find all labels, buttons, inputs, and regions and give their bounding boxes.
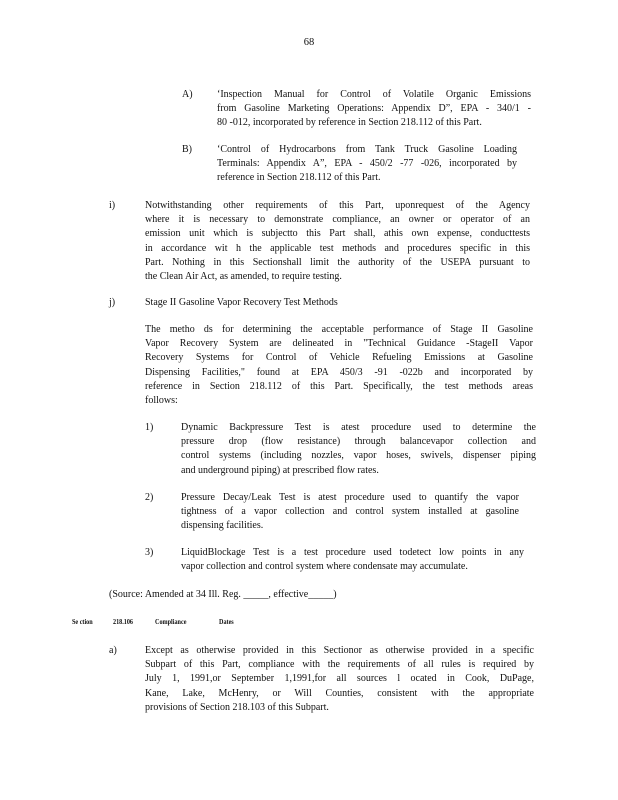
incorporation-b-line: ‘Control of Hydrocarbons from Tank Truck Gasoline Loading [217, 144, 517, 155]
method-3-line: LiquidBlockage Test is a test procedure used todetect low points in any [181, 547, 524, 558]
paragraph-a-line: July 1, 1991,or September 1,1991,for all sources l ocated in Cook, DuPage, [145, 673, 534, 685]
paragraph-j-line: The metho ds for determining the acceptable performance of Stage II Gasoline [145, 324, 533, 335]
item-label-b: B) [182, 144, 192, 155]
incorporation-a-line: 80 -012, incorporated by reference in Section 218.112 of this Part. [217, 117, 482, 129]
paragraph-label-j: j) [109, 297, 116, 308]
paragraph-j-line: Recovery Systems for Control of Vehicle Refueling Emissions at Gasoline [145, 352, 533, 364]
paragraph-i-line: emission unit which is subjectto this Part shall, athis own expense, conducttests [145, 228, 530, 240]
method-2-line: tightness of a vapor collection and control system installed at gasoline [181, 506, 519, 518]
paragraph-i-line: Part. Nothing in this Sectionshall limit the authority of the USEPA pursuant to [145, 256, 530, 268]
section-title-word-1: Compliance [155, 617, 187, 626]
method-2 [181, 491, 519, 534]
paragraph-label-i: i) [109, 200, 116, 211]
method-3 [181, 546, 524, 574]
method-1-line: pressure drop (flow resistance) through balancevapor collection and [181, 436, 536, 448]
section-prefix: Se ction [72, 617, 93, 626]
paragraph-a-line: Except as otherwise provided in this Sectionor as otherwise provided in a specific [145, 645, 534, 656]
paragraph-j-line: Vapor Recovery System are delineated in "Technical Guidance -StageII Vapor [145, 338, 533, 350]
incorporation-a-line: from Gasoline Marketing Operations: Appendix D”, EPA - 340/1 - [217, 103, 531, 115]
paragraph-j-line: Dispensing Facilities," found at EPA 450/3 -91 -022b and incorporated by [145, 366, 533, 378]
incorporation-b [217, 143, 517, 186]
paragraph-a [145, 644, 534, 715]
method-1 [181, 421, 536, 478]
method-2-line: Pressure Decay/Leak Test is atest procedure used to quantify the vapor [181, 492, 519, 503]
incorporation-b-line: Terminals: Appendix A”, EPA - 450/2 -77 -026, incorporated by [217, 158, 517, 170]
section-number: 218.106 [113, 617, 133, 626]
paragraph-a-line: Subpart of this Part, compliance with the requirements of all rules is required by [145, 659, 534, 671]
method-label-2: 2) [145, 492, 154, 503]
incorporation-a [217, 88, 531, 131]
source-note: (Source: Amended at 34 Ill. Reg. _____, effective_____) [109, 589, 337, 600]
page-number: 68 [303, 37, 315, 48]
paragraph-i-line: Notwithstanding other requirements of this Part, uponrequest of the Agency [145, 200, 530, 211]
method-2-line: dispensing facilities. [181, 520, 264, 532]
method-1-line: control systems (including nozzles, vapor hoses, swivels, dispenser piping [181, 450, 536, 462]
paragraph-j-line: follows: [145, 395, 178, 407]
method-3-line: vapor collection and control system where condensate may accumulate. [181, 561, 468, 573]
paragraph-i [145, 199, 530, 284]
paragraph-i-line: in accordance wit h the applicable test methods and procedures specific in this [145, 242, 530, 254]
incorporation-b-line: reference in Section 218.112 of this Part. [217, 172, 381, 184]
method-label-1: 1) [145, 422, 154, 433]
paragraph-j-intro [145, 323, 533, 408]
section-title-word-2: Dates [219, 617, 234, 626]
paragraph-j-title: Stage II Gasoline Vapor Recovery Test Methods [145, 297, 338, 308]
item-label-a: A) [182, 89, 193, 100]
paragraph-label-a: a) [109, 645, 117, 656]
method-1-line: and underground piping) at prescribed flow rates. [181, 464, 379, 476]
paragraph-a-line: Kane, Lake, McHenry, or Will Counties, consistent with the appropriate [145, 687, 534, 699]
method-1-line: Dynamic Backpressure Test is atest procedure used to determine the [181, 422, 536, 433]
method-label-3: 3) [145, 547, 154, 558]
paragraph-a-line: provisions of Section 218.103 of this Subpart. [145, 701, 329, 713]
incorporation-a-line: ‘Inspection Manual for Control of Volatile Organic Emissions [217, 89, 531, 100]
paragraph-i-line: where it is necessary to demonstrate compliance, an owner or operator of an [145, 214, 530, 226]
paragraph-i-line: the Clean Air Act, as amended, to require testing. [145, 271, 342, 283]
paragraph-j-line: reference in Section 218.112 of this Part. Specifically, the test methods areas [145, 380, 533, 392]
